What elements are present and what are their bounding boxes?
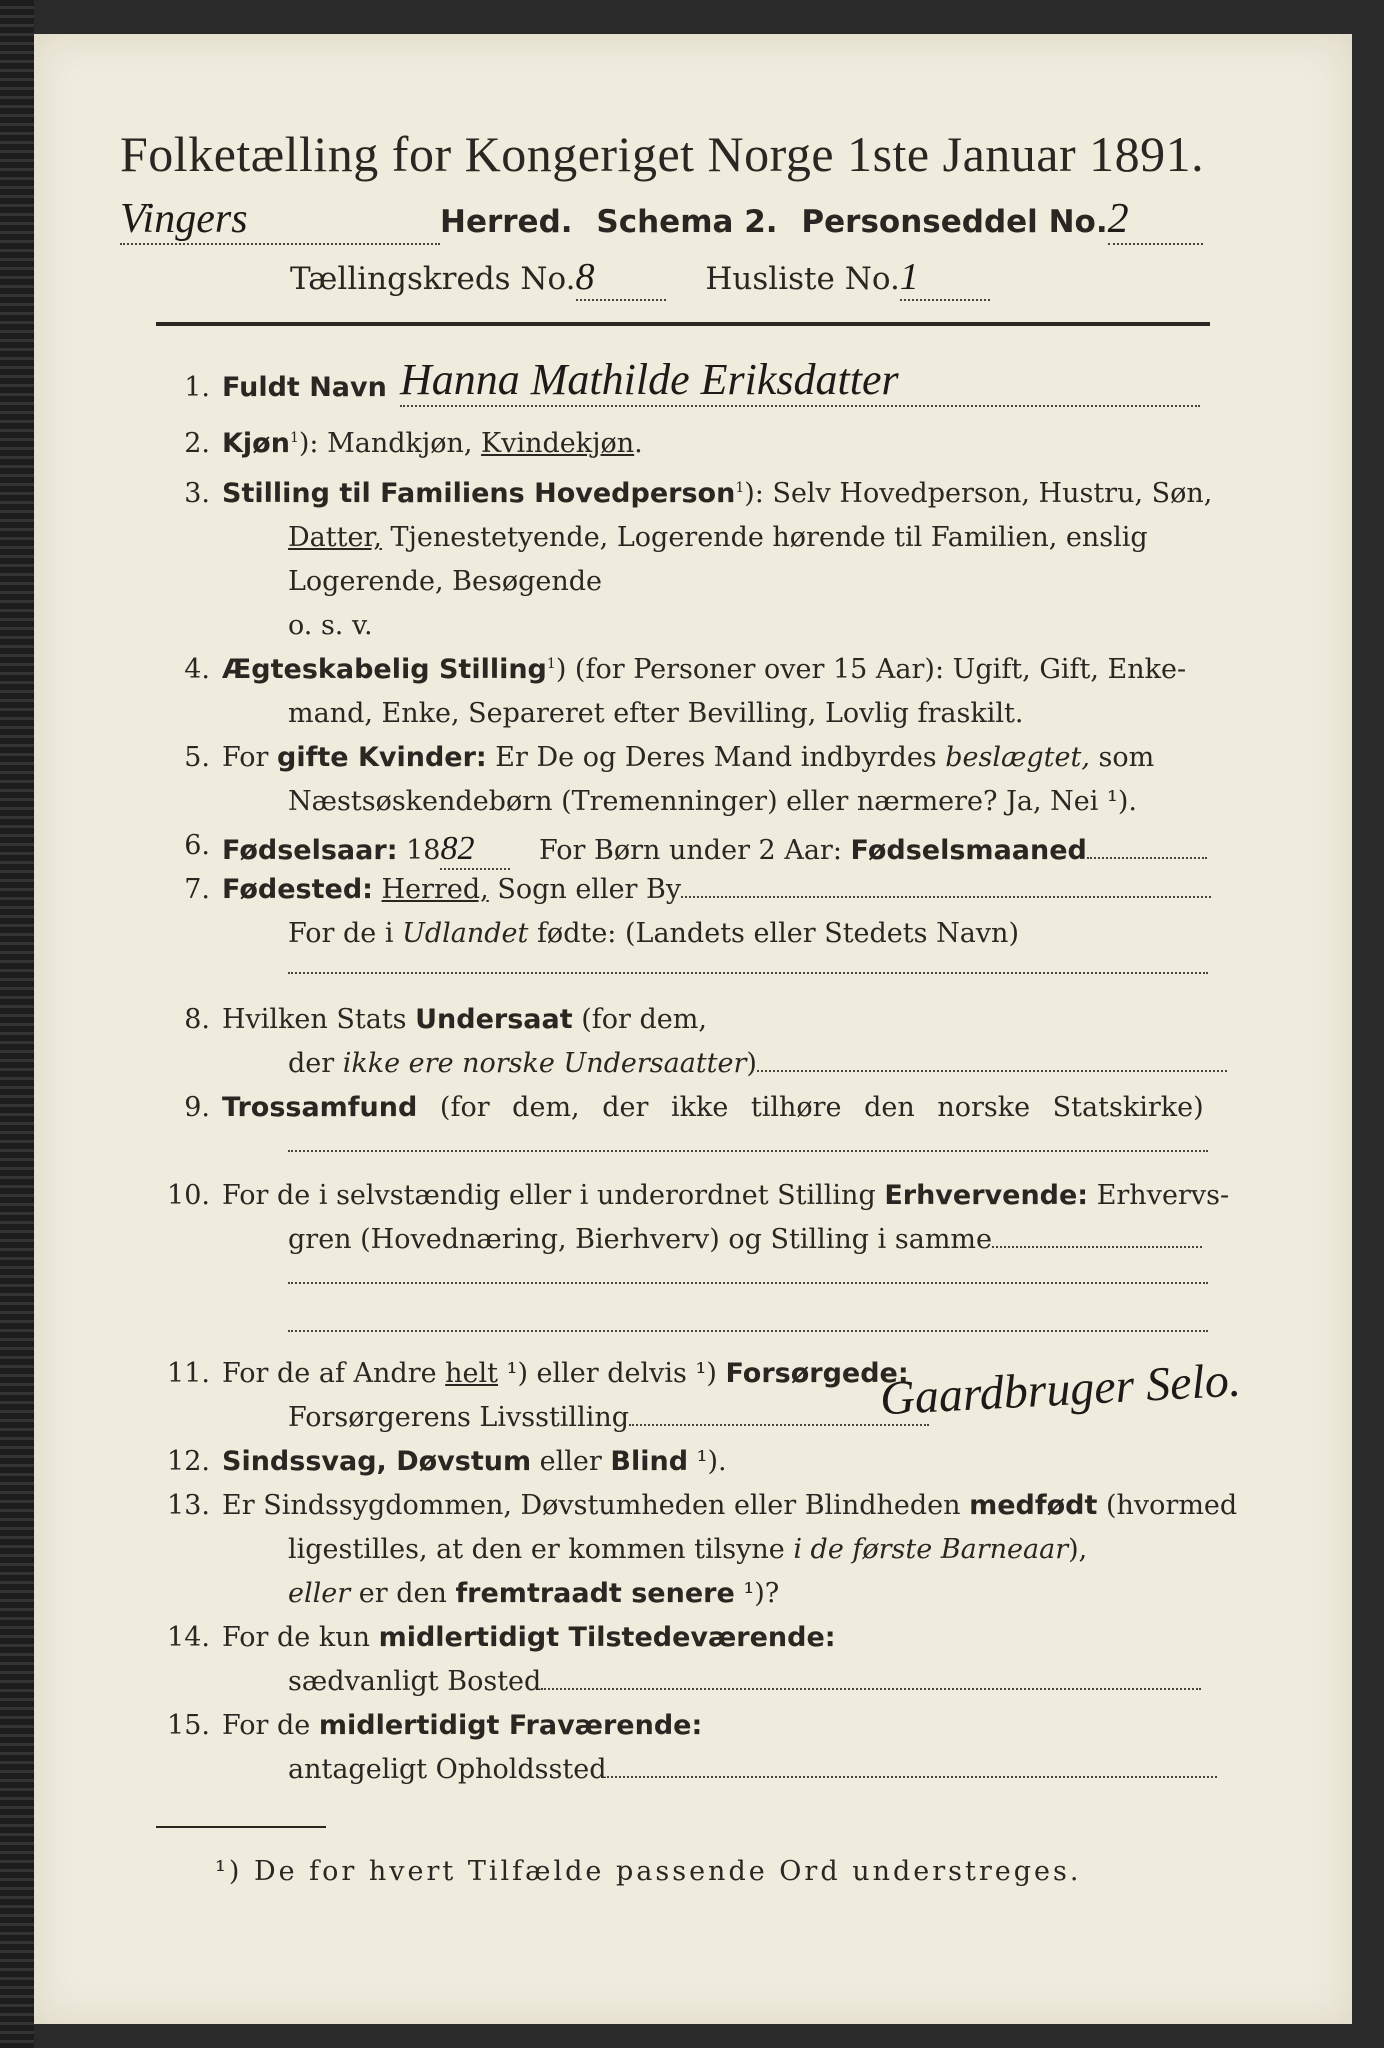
q13-line2-italic: i de første Barneaar [793,1534,1069,1565]
q8-label: Undersaat [415,1004,573,1035]
footnote: ¹) De for hvert Tilfælde passende Ord understreges. [215,1856,1082,1887]
q9-label: Trossamfund [222,1092,418,1123]
q3-label: Stilling til Familiens Hovedperson [222,478,736,509]
q4-line2: mand, Enke, Separeret efter Bevilling, Lovlig fraskilt. [288,698,1024,729]
header-rule [156,322,1210,326]
q11-mid: ¹) eller delvis ¹) [498,1358,726,1389]
q14-line2-text: sædvanligt Bosted [288,1666,542,1697]
q13-line3-mid: er den [350,1578,456,1609]
q10-blank-line-2 [288,1330,1208,1332]
q11-label: Forsørgede: [725,1358,909,1389]
q5-line2: Næstsøskendebørn (Tremenninger) eller nærmere? Ja, Nei ¹). [288,786,1137,817]
q3-line1: ): Selv Hovedperson, Hustru, Søn, [744,478,1213,509]
q2-label: Kjøn [222,428,290,459]
q8-line2-end: ) [746,1048,757,1079]
q10-number: 10. [167,1180,210,1211]
q13-line3 [288,1578,779,1609]
q12-mid: eller [531,1446,611,1477]
q4-line1: ) (for Personer over 15 Aar): Ugift, Gift, Enke- [555,654,1187,685]
q2-selected: Kvindekjøn [481,428,635,459]
q7-line2-pre: For de i [288,918,403,949]
q2-end: . [634,428,643,459]
q3-line2: Tjenestetyende, Logerende hørende til Familien, enslig [381,522,1148,553]
q5-number: 5. [184,742,210,773]
q14-line2 [288,1666,1201,1697]
form-title: Folketælling for Kongeriget Norge 1ste Januar 1891. [120,126,1205,182]
q8-rest: (for dem, [572,1004,707,1035]
kreds-line [290,255,1384,301]
q9-blank-line [288,1150,1208,1152]
q6-number: 6. [184,830,210,861]
q13-line1-end: (hvormed [1097,1490,1238,1521]
q6-middle: For Børn under 2 Aar: [539,835,851,866]
q10-blank-line-1 [288,1282,1208,1284]
q7-label: Fødested: [222,874,373,905]
q6-label: Fødselsaar: [222,835,398,866]
scanner-edge [0,0,34,2048]
q8-pre: Hvilken Stats [222,1004,416,1035]
q2-options: ): Mandkjøn, [298,428,482,459]
q14-pre: For de kun [222,1622,379,1653]
q10-line2-text: gren (Hovednæring, Bierhverv) og Stilling i samme [288,1224,993,1255]
q11-pre: For de af Andre [222,1358,446,1389]
personseddel-value: 2 [1108,195,1203,245]
q8-line2-pre: der [288,1048,343,1079]
q10-rest: Erhvervs- [1088,1180,1230,1211]
personseddel-label: Personseddel No. [801,204,1108,240]
q4-label: Ægteskabelig Stilling [222,654,547,685]
q7-selected: Herred, [381,874,489,905]
q13-line3-italic: eller [288,1578,351,1609]
q8-line2-italic: ikke ere norske Undersaatter [342,1048,747,1079]
q3-number: 3. [184,478,210,509]
herred-value: Vingers [120,195,440,245]
q3-sup: 1 [735,480,745,496]
q7-rest: Sogn eller By [488,874,682,905]
q6-label2: Fødselsmaaned [850,835,1087,866]
q13-number: 13. [167,1490,210,1521]
q12-end: ¹). [688,1446,727,1477]
q10-line2 [288,1224,1202,1255]
q11-number: 11. [167,1358,210,1389]
q13-line3-end: ¹)? [734,1578,780,1609]
schema-label: Schema 2. [596,204,778,240]
kreds-value: 8 [576,255,666,301]
q14-label: midlertidigt Tilstedeværende: [378,1622,836,1653]
q8-line2 [288,1048,1227,1079]
q13-line3-bold: fremtraadt senere [455,1578,735,1609]
q11-line2 [288,1402,929,1433]
q5-italic: beslægtet, [945,742,1090,773]
q12-label2: Blind [610,1446,689,1477]
q15-label: midlertidigt Fraværende: [318,1710,703,1741]
herred-line [120,195,1220,245]
full-name-value: Hanna Mathilde Eriksdatter [400,354,1200,407]
birth-year-value: 82 [440,830,510,870]
q13-line2-pre: ligestilles, at den er kommen tilsyne [288,1534,794,1565]
q3-line4: o. s. v. [288,610,373,641]
q14-number: 14. [167,1622,210,1653]
q11-line2-text: Forsørgerens Livsstilling [288,1402,630,1433]
q12-label: Sindssvag, Døvstum [222,1446,532,1477]
q5-line1-end: som [1089,742,1155,773]
q5-label: gifte Kvinder: [277,742,487,773]
q6-prefix: 18 [397,835,441,866]
q7-blank-line [288,972,1208,974]
q9-rest: (for dem, der ikke tilhøre den norske Statskirke) [417,1092,1204,1123]
q11-selected: helt [445,1358,499,1389]
q15-number: 15. [167,1710,210,1741]
q15-line2 [288,1754,1217,1785]
q12-number: 12. [167,1446,210,1477]
q1-number: 1. [184,372,210,403]
provider-occupation-value: Gaardbruger Selo. [878,1353,1243,1426]
kreds-label: Tællingskreds No. [290,261,576,297]
q3-line3: Logerende, Besøgende [288,566,602,597]
q3-line2-row [288,522,1148,553]
q9-number: 9. [184,1092,210,1123]
q13-line2-end: ), [1068,1534,1088,1565]
q13-label: medfødt [969,1490,1098,1521]
q10-pre: For de i selvstændig eller i underordnet Stilling [222,1180,885,1211]
q7-line2-rest: fødte: (Landets eller Stedets Navn) [528,918,1019,949]
q2-sup: 1 [289,430,299,446]
q7-line2-italic: Udlandet [402,918,529,949]
q8-number: 8. [184,1004,210,1035]
q5-line1: Er De og Deres Mand indbyrdes [486,742,946,773]
q4-sup: 1 [546,656,556,672]
q15-pre: For de [222,1710,319,1741]
herred-label: Herred. [440,204,573,240]
q10-label: Erhvervende: [884,1180,1089,1211]
q7-number: 7. [184,874,210,905]
q7-line2 [288,918,1019,949]
q13-line1-pre: Er Sindssygdommen, Døvstumheden eller Blindheden [222,1490,970,1521]
footnote-rule [156,1826,326,1828]
husliste-label: Husliste No. [705,261,900,297]
q1-label: Fuldt Navn [222,372,387,403]
q15-line2-text: antageligt Opholdssted [288,1754,607,1785]
husliste-value: 1 [900,255,990,301]
q4-number: 4. [184,654,210,685]
q13-line2 [288,1534,1087,1565]
q5-pre: For [222,742,278,773]
q3-selected: Datter, [288,522,382,553]
q2-number: 2. [184,428,210,459]
